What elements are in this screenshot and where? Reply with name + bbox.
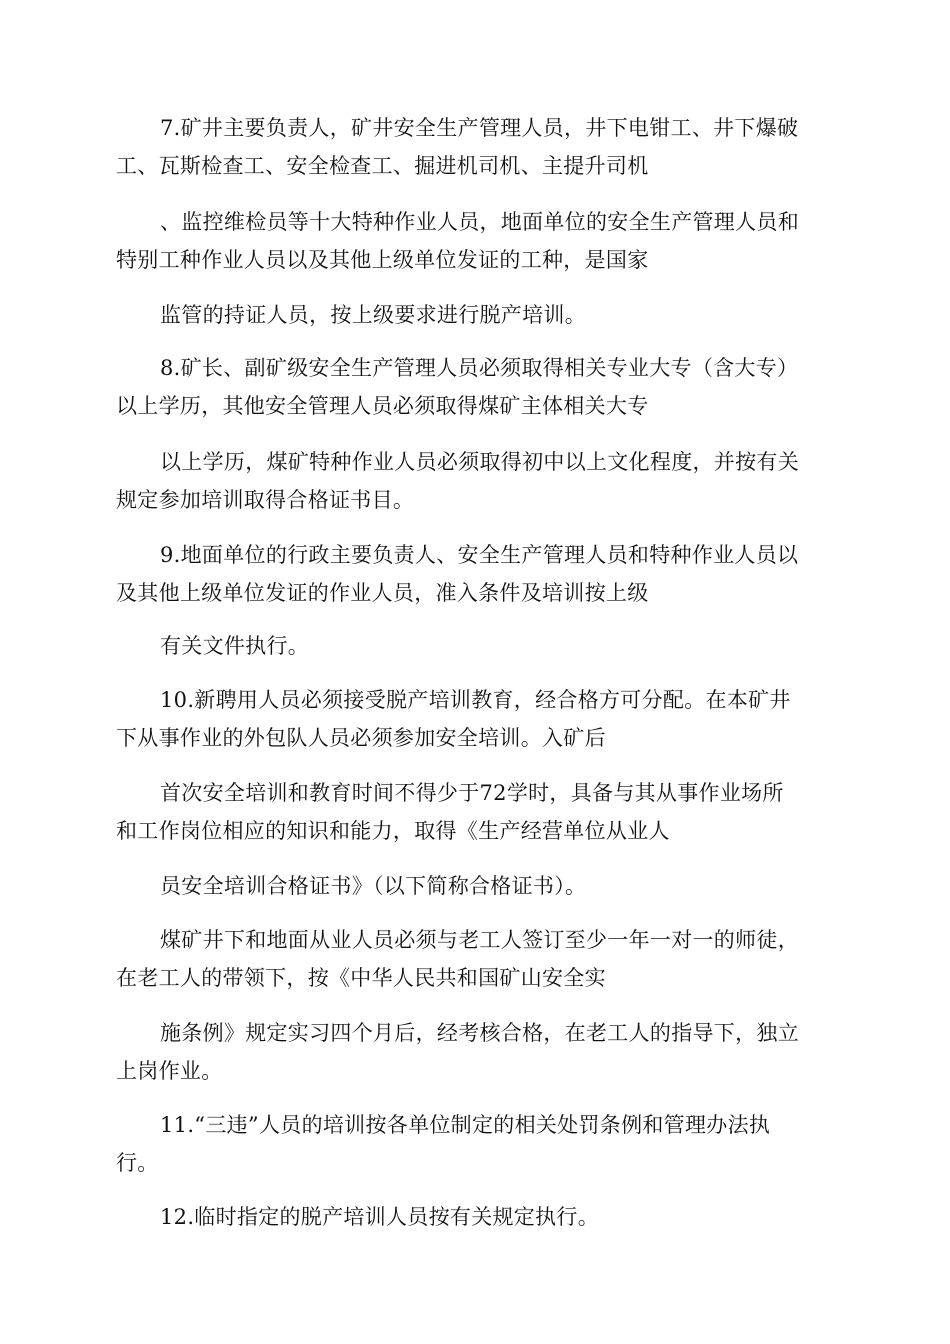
paragraph-10 (116, 681, 832, 757)
paragraph-11 (116, 1106, 832, 1182)
paragraph-line: 12.临时指定的脱产培训人员按有关规定执行。 (160, 1205, 599, 1229)
paragraph-line: 7.矿井主要负责人，矿井安全生产管理人员，井下电钳工、井下爆破 (160, 116, 799, 140)
paragraph-9 (116, 536, 832, 612)
paragraph-line: 行。 (116, 1151, 159, 1175)
paragraph-line: 员安全培训合格证书》（以下简称合格证书）。 (160, 874, 587, 898)
paragraph-line: 煤矿井下和地面从业人员必须与老工人签订至少一年一对一的师徒， (160, 928, 799, 952)
paragraph-line: 11.“三违”人员的培训按各单位制定的相关处罚条例和管理办法执 (160, 1113, 771, 1137)
paragraph-line: 规定参加培训取得合格证书目。 (116, 488, 415, 512)
paragraph-line: 10.新聘用人员必须接受脱产培训教育，经合格方可分配。在本矿井 (160, 688, 791, 712)
paragraph-line: 及其他上级单位发证的作业人员，准入条件及培训按上级 (116, 581, 649, 605)
paragraph-7-end (116, 296, 832, 334)
paragraph-apprentice-cont (116, 1014, 832, 1090)
paragraph-line: 以上学历，其他安全管理人员必须取得煤矿主体相关大专 (116, 394, 649, 418)
paragraph-line: 下从事作业的外包队人员必须参加安全培训。入矿后 (116, 726, 606, 750)
paragraph-line: 监管的持证人员，按上级要求进行脱产培训。 (160, 303, 586, 327)
paragraph-10-end (116, 867, 832, 905)
paragraph-line: 、监控维检员等十大特种作业人员，地面单位的安全生产管理人员和 (160, 210, 799, 234)
paragraph-line: 以上学历，煤矿特种作业人员必须取得初中以上文化程度，并按有关 (160, 450, 799, 474)
paragraph-line: 8.矿长、副矿级安全生产管理人员必须取得相关专业大专（含大专） (160, 356, 799, 380)
paragraph-9-end (116, 627, 832, 665)
paragraph-10-cont (116, 774, 832, 850)
paragraph-8-cont (116, 443, 832, 519)
paragraph-7-cont (116, 203, 832, 279)
paragraph-line: 首次安全培训和教育时间不得少于72学时，具备与其从事作业场所 (160, 781, 784, 805)
paragraph-line: 有关文件执行。 (160, 634, 310, 658)
paragraph-12 (116, 1198, 832, 1236)
paragraph-8 (116, 349, 832, 425)
paragraph-7 (116, 109, 832, 185)
paragraph-line: 9.地面单位的行政主要负责人、安全生产管理人员和特种作业人员以 (160, 543, 799, 567)
paragraph-line: 特别工种作业人员以及其他上级单位发证的工种，是国家 (116, 248, 649, 272)
paragraph-line: 工、瓦斯检查工、安全检查工、掘进机司机、主提升司机 (116, 154, 649, 178)
paragraph-line: 在老工人的带领下，按《中华人民共和国矿山安全实 (116, 966, 606, 990)
paragraph-line: 上岗作业。 (116, 1059, 223, 1083)
paragraph-line: 和工作岗位相应的知识和能力，取得《生产经营单位从业人 (116, 819, 670, 843)
paragraph-apprentice (116, 921, 832, 997)
paragraph-line: 施条例》规定实习四个月后，经考核合格，在老工人的指导下，独立 (160, 1021, 799, 1045)
